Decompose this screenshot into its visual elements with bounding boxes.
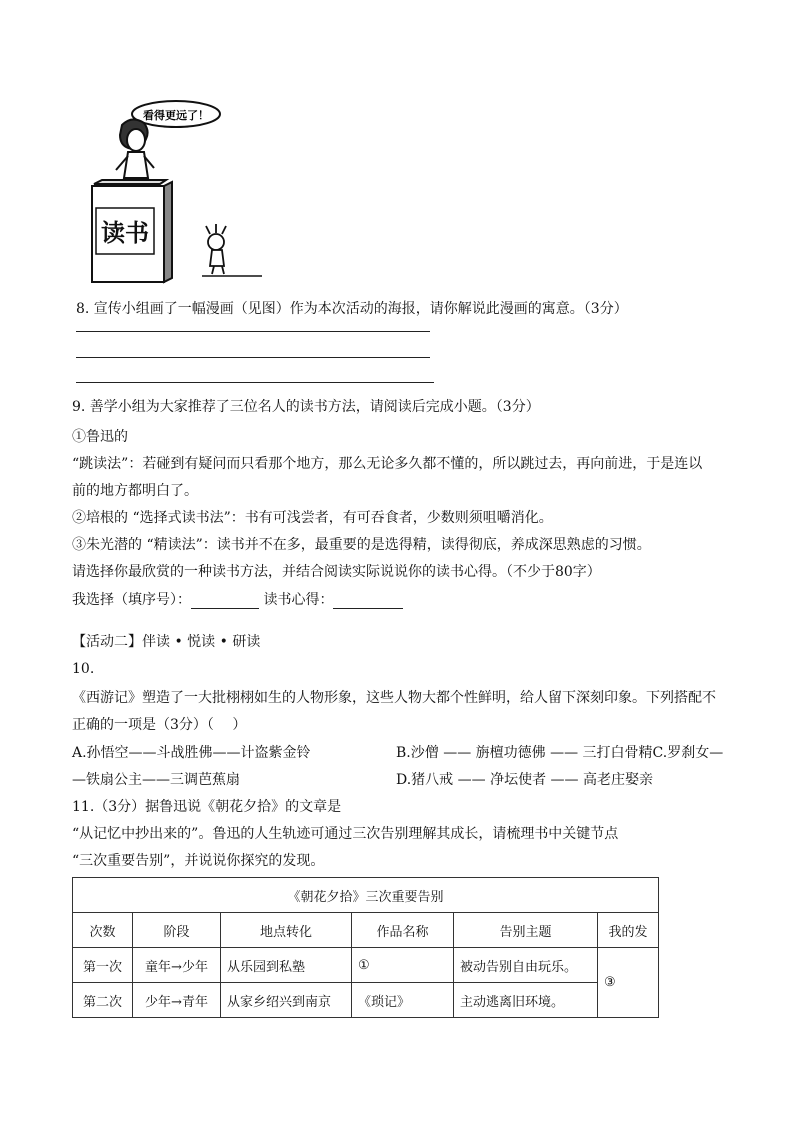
table-header: 地点转化 — [221, 913, 352, 948]
table-header: 次数 — [73, 913, 133, 948]
farewell-table — [72, 877, 659, 1018]
table-cell: 《琐记》 — [352, 983, 454, 1018]
table-cell: 第一次 — [73, 948, 133, 983]
q11-line-3: “三次重要告别”，并说说你探究的发现。 — [72, 853, 325, 869]
thought-bubble-text: 看得更远了！ — [143, 109, 209, 122]
table-row — [73, 983, 659, 1018]
table-header: 我的发 — [598, 913, 659, 948]
book-pedestal — [92, 180, 172, 282]
table-cell[interactable]: ① — [352, 948, 454, 983]
table-title: 《朝花夕拾》三次重要告别 — [73, 878, 659, 913]
q9-method-2: ②培根的 “选择式读书法”：书有可浅尝者，有可吞食者，少数则须咀嚼消化。 — [72, 510, 553, 526]
reading-cartoon-illustration — [70, 100, 270, 290]
q9-method-3: ③朱光潜的 “精读法”：读书并不在多，最重要的是选得精，读得彻底，养成深思熟虑的习惯。 — [72, 537, 651, 553]
table-cell: 童年→少年 — [133, 948, 221, 983]
q10-option-c-continued[interactable]: —铁扇公主——三调芭蕉扇 — [72, 772, 240, 788]
q11-line-2: “从记忆中抄出来的”。鲁迅的人生轨迹可通过三次告别理解其成长，请梳理书中关键节点 — [72, 826, 619, 842]
q9-intro: 9. 善学小组为大家推荐了三位名人的读书方法，请阅读后完成小题。（3分） — [72, 399, 540, 415]
table-header-row — [73, 913, 659, 948]
table-cell: 主动逃离旧环境。 — [454, 983, 598, 1018]
reflection-label: 读书心得： — [259, 592, 334, 608]
q9-answer-row — [72, 589, 403, 609]
choose-label: 我选择（填序号）： — [72, 592, 191, 608]
q11-line-1: 11.（3分）据鲁迅说《朝花夕拾》的文章是 — [72, 799, 342, 815]
q9-method-1-line-1: “跳读法”：若碰到有疑问而只看那个地方，那么无论多久都不懂的，所以跳过去，再向前进，于是连以 — [72, 456, 703, 472]
q8-prompt: 8. 宣传小组画了一幅漫画（见图）作为本次活动的海报，请你解说此漫画的寓意。（3分） — [76, 301, 628, 317]
activity2-title: 【活动二】伴读 • 悦读 • 研读 — [72, 634, 261, 650]
table-cell: 第二次 — [73, 983, 133, 1018]
table-cell: 从乐园到私塾 — [221, 948, 352, 983]
q10-option-d[interactable]: D.猪八戒 —— 净坛使者 —— 高老庄娶亲 — [396, 772, 653, 788]
q10-option-a[interactable]: A.孙悟空——斗战胜佛——计盗紫金铃 — [72, 745, 311, 761]
q9-instruction: 请选择你最欣赏的一种读书方法，并结合阅读实际说说你的读书心得。（不少于80字） — [72, 564, 601, 580]
table-cell: 被动告别自由玩乐。 — [454, 948, 598, 983]
reflection-blank[interactable] — [333, 594, 403, 609]
q8-answer-line-3[interactable] — [76, 382, 434, 383]
table-cell: 少年→青年 — [133, 983, 221, 1018]
discovery-cell[interactable]: ③ — [598, 948, 659, 1018]
table-row — [73, 948, 659, 983]
short-person-figure — [202, 224, 262, 276]
q8-answer-line-1[interactable] — [76, 331, 430, 332]
q10-number: 10. — [72, 661, 95, 677]
q10-option-b[interactable]: B.沙僧 —— 旃檀功德佛 —— 三打白骨精C.罗刹女— — [396, 745, 724, 761]
table-cell: 从家乡绍兴到南京 — [221, 983, 352, 1018]
q9-method-1-line-2: 前的地方都明白了。 — [72, 483, 198, 499]
q10-stem-line-2: 正确的一项是（3分）（ ） — [72, 717, 247, 733]
book-label: 读书 — [101, 219, 149, 247]
table-header: 告别主题 — [454, 913, 598, 948]
q8-answer-line-2[interactable] — [76, 357, 430, 358]
q9-method-1-title: ①鲁迅的 — [72, 429, 128, 445]
table-header: 作品名称 — [352, 913, 454, 948]
choice-blank[interactable] — [191, 594, 259, 609]
table-header: 阶段 — [133, 913, 221, 948]
q10-stem-line-1: 《西游记》塑造了一大批栩栩如生的人物形象，这些人物大都个性鲜明，给人留下深刻印象。下列搭配不 — [72, 690, 716, 706]
